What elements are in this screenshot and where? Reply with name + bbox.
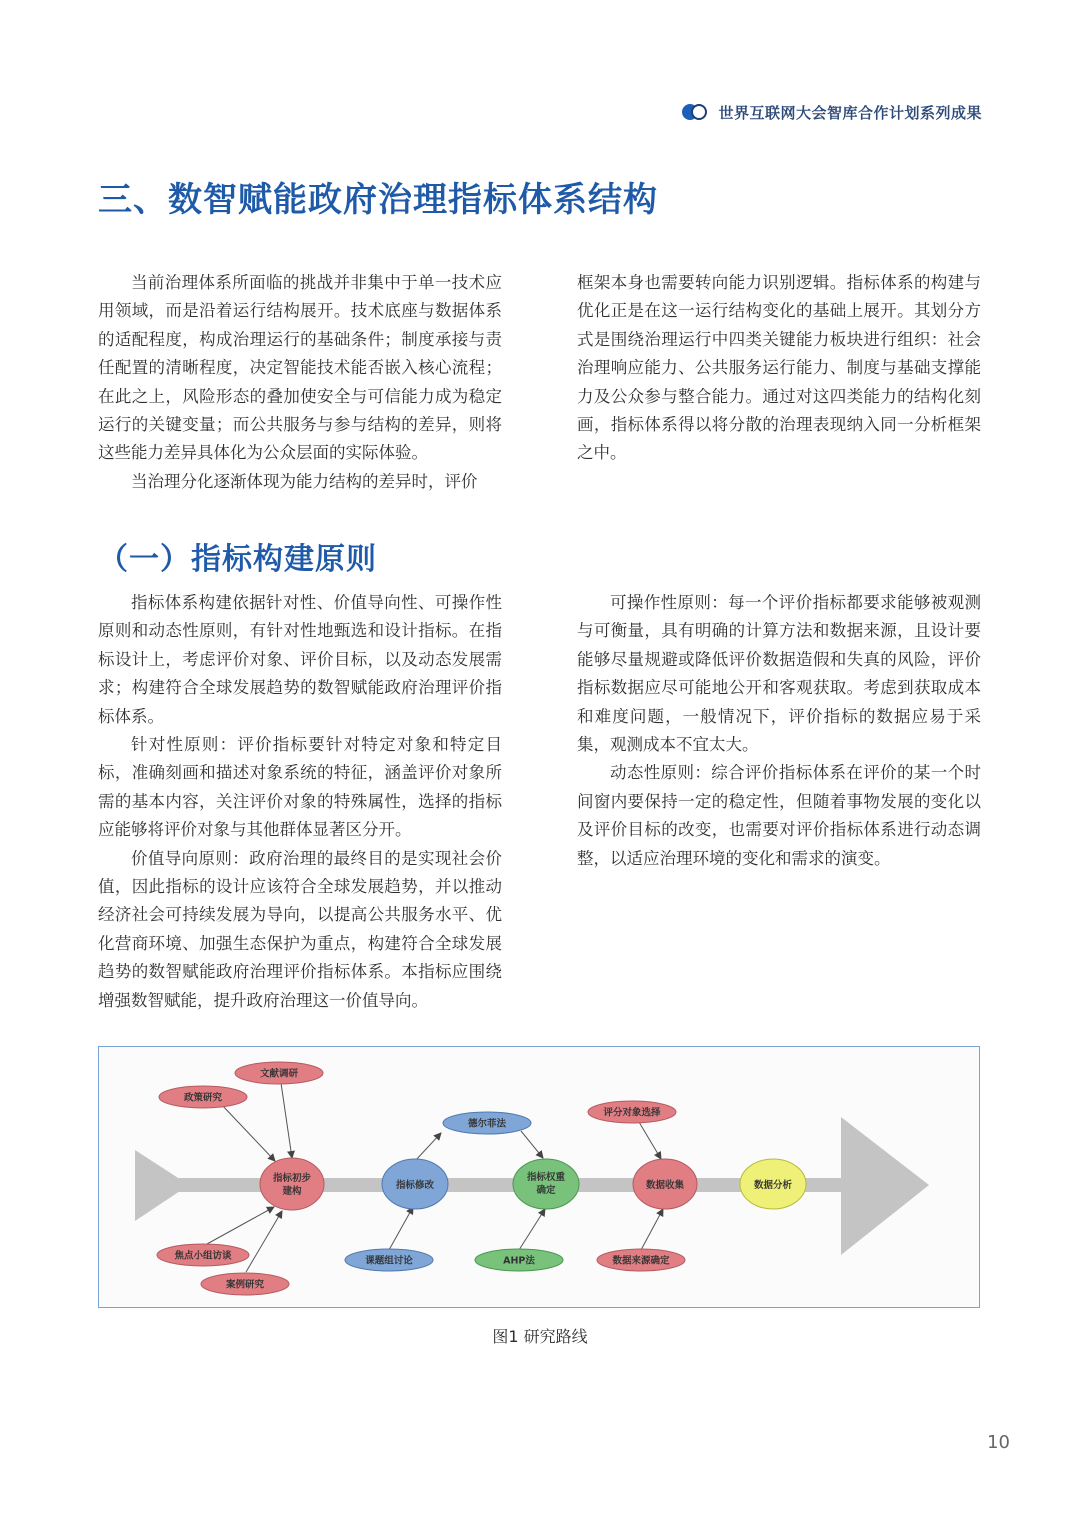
svg-text:案例研究: 案例研究	[225, 1279, 265, 1291]
svg-text:数据分析: 数据分析	[753, 1180, 793, 1191]
edge-wenxian-chubu	[281, 1083, 292, 1158]
node-jiaodian	[157, 1244, 249, 1266]
paragraph: 针对性原则：评价指标要针对特定对象和特定目标，准确刻画和描述对象系统的特征，涵盖评价对象所需的基本内容，关注评价对象的特殊属性，选择的指标应能够将评价对象与其他群体显著区分开。	[98, 735, 502, 840]
page-number: 10	[987, 1432, 1010, 1453]
intro-right-column	[577, 269, 981, 468]
node-fenxi	[740, 1159, 806, 1209]
header-brand-text: 世界互联网大会智库合作计划系列成果	[718, 103, 982, 122]
node-wenxian	[235, 1062, 323, 1084]
brand-logo-icon	[682, 104, 708, 120]
svg-text:文献调研: 文献调研	[259, 1068, 299, 1080]
svg-text:确定: 确定	[536, 1185, 556, 1196]
edge-anli-chubu	[246, 1211, 282, 1272]
paragraph: 框架本身也需要转向能力识别逻辑。指标体系的构建与优化正是在这一运行结构变化的基础上展开。其划分方式是围绕治理运行中四类关键能力板块进行组织：社会治理响应能力、公共服务运行能力、制度与基础支撑能力及公众参与整合能力。通过对这四类能力的结构化刻画，指标体系得以将分散的治理表现纳入同一分析框架之中。	[577, 273, 981, 463]
main-flow-arrowhead	[841, 1117, 929, 1255]
edge-pingfen-shouji	[639, 1122, 661, 1159]
node-quanzhong	[513, 1159, 579, 1209]
edge-laiyuan-shouji	[641, 1209, 663, 1250]
node-pingfen	[588, 1101, 676, 1123]
edge-jiaodian-chubu	[207, 1207, 274, 1244]
paragraph: 当治理分化逐渐体现为能力结构的差异时，评价	[131, 471, 478, 491]
svg-text:指标初步: 指标初步	[272, 1173, 312, 1184]
node-xiugai	[382, 1159, 448, 1209]
principles-left-column	[98, 589, 502, 1015]
svg-text:课题组讨论: 课题组讨论	[365, 1255, 413, 1267]
svg-text:指标修改: 指标修改	[395, 1180, 435, 1191]
paragraph: 当前治理体系所面临的挑战并非集中于单一技术应用领域，而是沿着运行结构展开。技术底座与数据体系的适配程度，构成治理运行的基础条件；制度承接与责任配置的清晰程度，决定智能技术能否嵌入核心流程；在此之上，风险形态的叠加使安全与可信能力成为稳定运行的关键变量；而公共服务与参与结构的差异，则将这些能力差异具体化为公众层面的实际体验。	[98, 273, 502, 463]
principles-right-column	[577, 589, 981, 873]
edge-zhengce-chubu	[221, 1104, 275, 1161]
edge-ahp-quanzhong	[519, 1209, 545, 1250]
subsection-title: （一）指标构建原则	[98, 542, 377, 577]
node-ahp	[475, 1249, 563, 1271]
svg-text:建构: 建构	[282, 1186, 302, 1197]
node-shouji	[633, 1159, 697, 1209]
node-ketizu	[345, 1249, 433, 1271]
svg-text:德尔菲法: 德尔菲法	[467, 1118, 507, 1130]
page-header	[682, 100, 982, 124]
edge-delphi-quanzhong	[521, 1131, 543, 1158]
node-chubu	[260, 1158, 324, 1210]
node-zhengce	[159, 1086, 247, 1108]
svg-text:AHP法: AHP法	[503, 1255, 535, 1267]
svg-text:焦点小组访谈: 焦点小组访谈	[174, 1250, 232, 1262]
svg-text:数据来源确定: 数据来源确定	[612, 1255, 670, 1267]
node-delphi	[443, 1112, 531, 1134]
paragraph: 可操作性原则：每一个评价指标都要求能够被观测与可衡量，具有明确的计算方法和数据来源，且设计要能够尽量规避或降低评价数据造假和失真的风险，评价指标数据应尽可能地公开和客观获取。考虑到获取成本和难度问题，一般情况下，评价指标的数据应易于采集，观测成本不宜太大。	[577, 593, 981, 755]
paragraph: 动态性原则：综合评价指标体系在评价的某一个时间窗内要保持一定的稳定性，但随着事物发展的变化以及评价目标的改变，也需要对评价指标体系进行动态调整，以适应治理环境的变化和需求的演变。	[577, 763, 981, 868]
research-route-figure	[98, 1046, 980, 1308]
paragraph: 价值导向原则：政府治理的最终目的是实现社会价值，因此指标的设计应该符合全球发展趋势，并以推动经济社会可持续发展为导向，以提高公共服务水平、优化营商环境、加强生态保护为重点，构建符合全球发展趋势的数智赋能政府治理评价指标体系。本指标应围绕增强数智赋能，提升政府治理这一价值导向。	[98, 848, 502, 1010]
paragraph: 指标体系构建依据针对性、价值导向性、可操作性原则和动态性原则，有针对性地甄选和设计指标。在指标设计上，考虑评价对象、评价目标，以及动态发展需求；构建符合全球发展趋势的数智赋能政府治理评价指标体系。	[98, 593, 502, 726]
section-title: 三、数智赋能政府治理指标体系结构	[98, 180, 658, 220]
figure-caption: 图1 研究路线	[492, 1327, 588, 1346]
svg-text:数据收集: 数据收集	[645, 1180, 685, 1191]
edge-xiugai-delphi	[415, 1133, 441, 1161]
svg-text:指标权重: 指标权重	[526, 1172, 566, 1183]
node-anli	[201, 1273, 289, 1295]
svg-text:评分对象选择: 评分对象选择	[603, 1107, 661, 1119]
research-route-diagram	[99, 1047, 979, 1307]
edge-ketizu-xiugai	[389, 1207, 413, 1250]
intro-left-column	[98, 269, 502, 496]
node-laiyuan	[597, 1249, 685, 1271]
svg-text:政策研究: 政策研究	[183, 1092, 223, 1104]
